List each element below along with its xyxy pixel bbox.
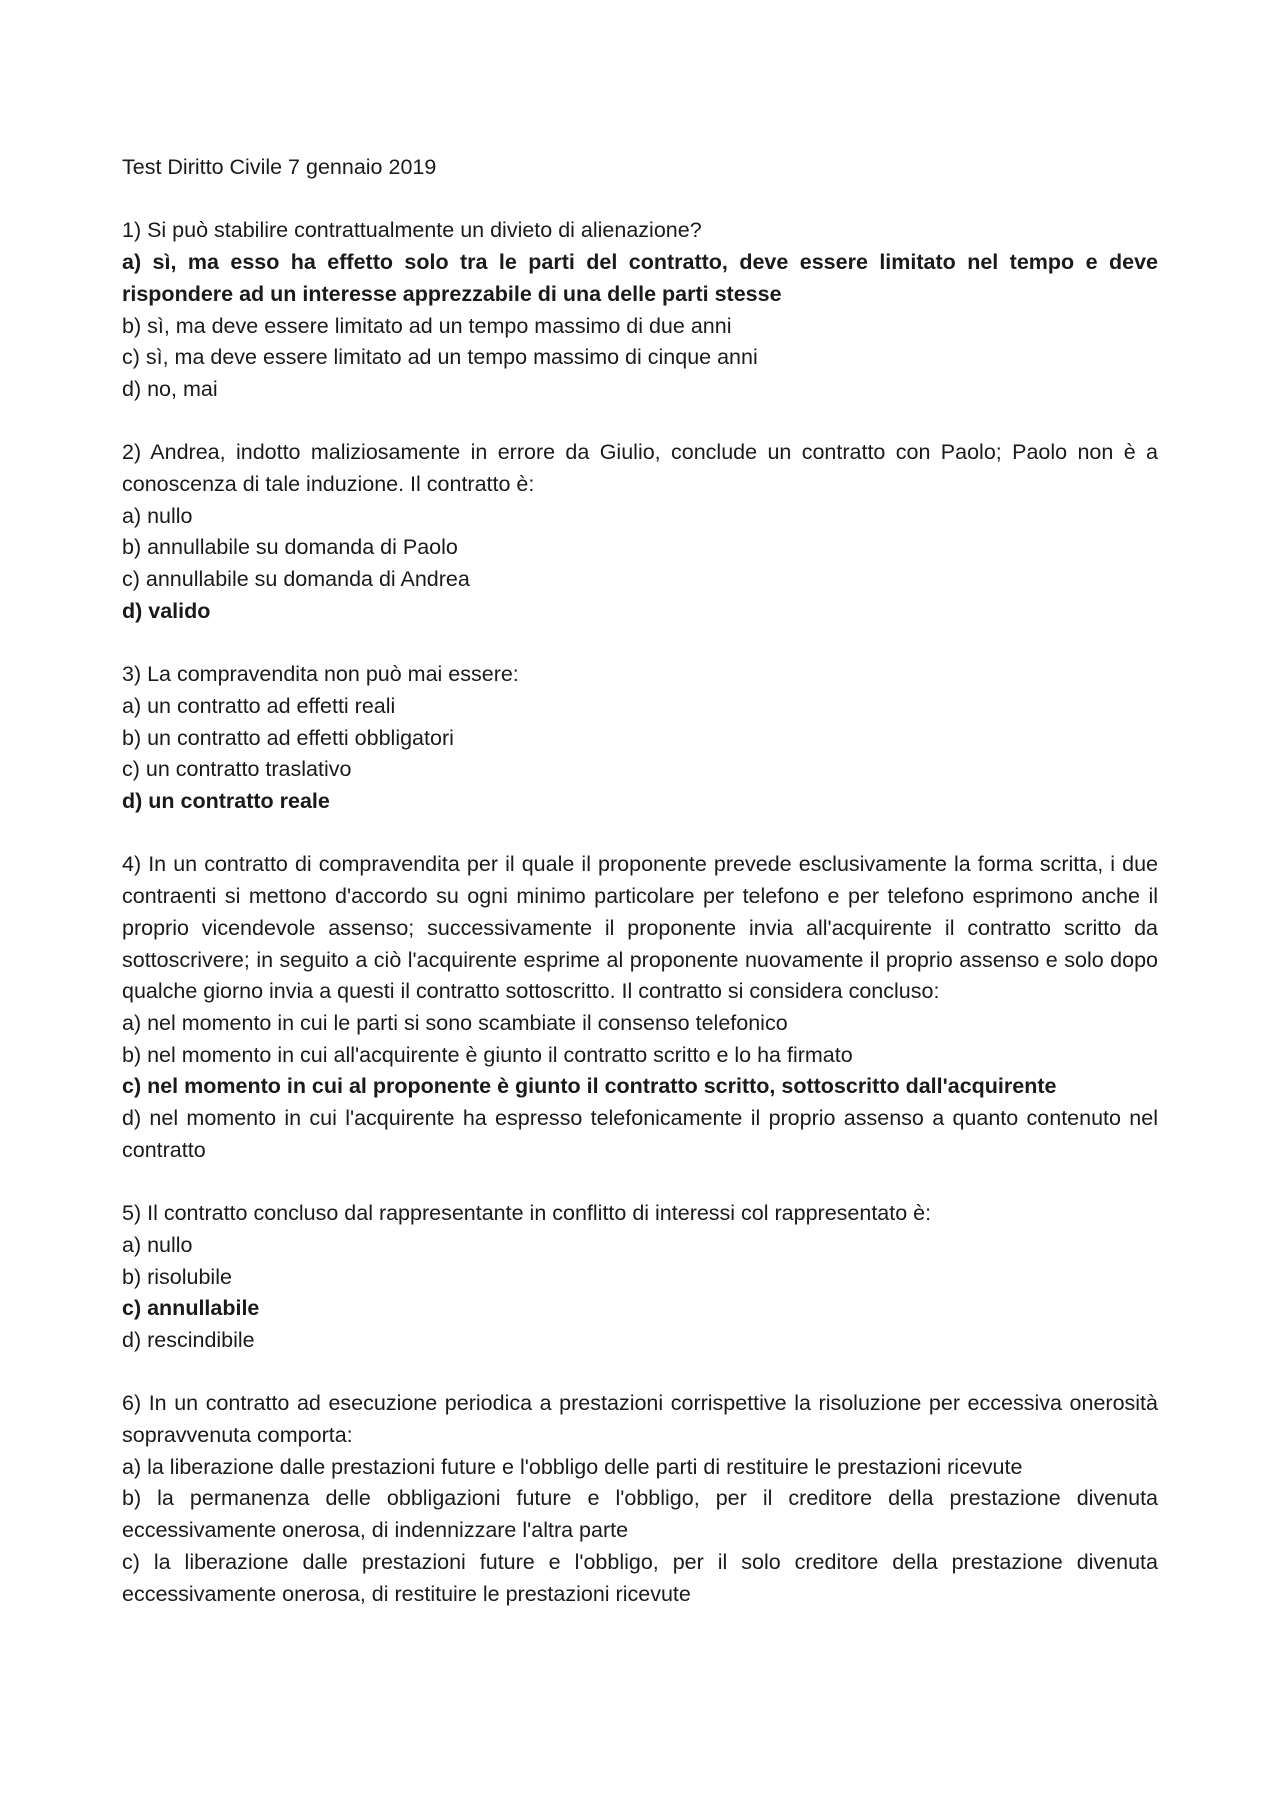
answer-option: c) sì, ma deve essere limitato ad un tempo massimo di cinque anni	[122, 345, 758, 370]
answer-option: a) un contratto ad effetti reali	[122, 693, 396, 718]
question-2	[122, 437, 1158, 627]
document-body	[122, 152, 1158, 1642]
answer-option: b) la permanenza delle obbligazioni future e l'obbligo, per il creditore della prestazione divenuta eccessivamente onerosa, di indennizzare l'altra parte	[122, 1486, 1158, 1543]
answer-option: a) nullo	[122, 503, 193, 528]
document-title: Test Diritto Civile 7 gennaio 2019	[122, 155, 437, 179]
answer-option: b) risolubile	[122, 1264, 232, 1289]
question-1	[122, 215, 1158, 405]
question-text: 6) In un contratto ad esecuzione periodica a prestazioni corrispettive la risoluzione per eccessiva onerosità sopravvenuta comporta:	[122, 1391, 1158, 1448]
answer-option: c) un contratto traslativo	[122, 757, 352, 782]
answer-option: b) nel momento in cui all'acquirente è giunto il contratto scritto e lo ha firmato	[122, 1042, 853, 1067]
answer-option: c) la liberazione dalle prestazioni future e l'obbligo, per il solo creditore della prestazione divenuta eccessivamente onerosa, di restituire le prestazioni ricevute	[122, 1549, 1158, 1606]
answer-option: c) nel momento in cui al proponente è giunto il contratto scritto, sottoscritto dall'acquirente	[122, 1074, 1057, 1099]
question-text: 1) Si può stabilire contrattualmente un divieto di alienazione?	[122, 218, 702, 243]
answer-option: d) no, mai	[122, 376, 218, 401]
question-5	[122, 1198, 1158, 1357]
question-text: 5) Il contratto concluso dal rappresentante in conflitto di interessi col rappresentato è:	[122, 1201, 932, 1226]
answer-option: a) nullo	[122, 1232, 193, 1257]
answer-option: d) rescindibile	[122, 1327, 255, 1352]
answer-option: c) annullabile	[122, 1296, 260, 1321]
answer-option: d) valido	[122, 598, 211, 623]
answer-option: b) un contratto ad effetti obbligatori	[122, 725, 454, 750]
answer-option: b) sì, ma deve essere limitato ad un tempo massimo di due anni	[122, 313, 732, 338]
answer-option: b) annullabile su domanda di Paolo	[122, 535, 458, 560]
answer-option: d) un contratto reale	[122, 789, 330, 814]
question-text: 2) Andrea, indotto maliziosamente in errore da Giulio, conclude un contratto con Paolo; Paolo non è a conoscenza di tale induzione. Il contratto è:	[122, 440, 1158, 496]
answer-option: a) la liberazione dalle prestazioni future e l'obbligo delle parti di restituire le prestazioni ricevute	[122, 1454, 1023, 1479]
question-text: 3) La compravendita non può mai essere:	[122, 662, 519, 687]
question-3	[122, 659, 1158, 818]
answer-option: a) nel momento in cui le parti si sono scambiate il consenso telefonico	[122, 1010, 788, 1035]
answer-option: d) nel momento in cui l'acquirente ha espresso telefonicamente il proprio assenso a quanto contenuto nel contratto	[122, 1106, 1158, 1162]
question-text: 4) In un contratto di compravendita per il quale il proponente prevede esclusivamente la forma scritta, i due contraenti si mettono d'accordo su ogni minimo particolare per telefono e per telefono esprimono anche il proprio vicendevole assenso; successivamente il proponente invia all'acquirente il contratto scritto da sottoscrivere; in seguito a ciò l'acquirente esprime al proponente nuovamente il proprio assenso e solo dopo qualche giorno invia a questi il contratto sottoscritto. Il contratto si considera concluso:	[122, 852, 1158, 1004]
answer-option: a) sì, ma esso ha effetto solo tra le parti del contratto, deve essere limitato nel tempo e deve rispondere ad un interesse apprezzabile di una delle parti stesse	[122, 250, 1158, 306]
question-6	[122, 1388, 1158, 1610]
answer-option: c) annullabile su domanda di Andrea	[122, 567, 470, 592]
question-4	[122, 849, 1158, 1166]
